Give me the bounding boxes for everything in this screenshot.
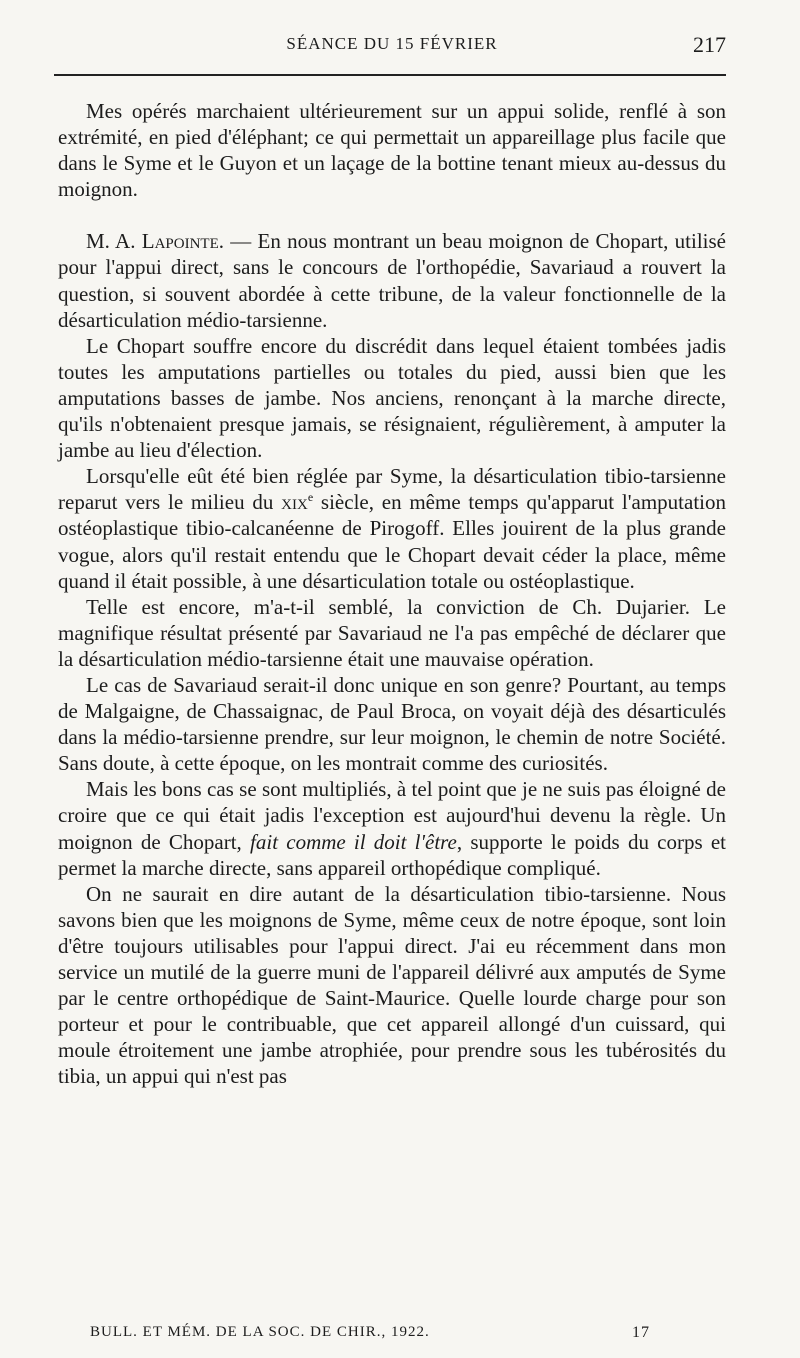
paragraph-4 bbox=[58, 463, 726, 593]
paragraph-7-text-b: , supporte le poids du corps et permet la marche directe, sans appareil orthopédique compliqué. bbox=[58, 829, 726, 880]
paragraph-4-text-a: Lorsqu'elle eût été bien réglée par Syme, la désarticulation tibio-tarsienne reparut vers le milieu du bbox=[58, 464, 726, 515]
header-rule bbox=[54, 74, 726, 76]
paragraph-1: Mes opérés marchaient ultérieurement sur un appui solide, renflé à son extrémité, en pied d'éléphant; ce qui permettait un appareillage plus facile que dans le Syme et le Guyon et un laçage de la bottine tenant mieux au-dessus du moignon. bbox=[58, 99, 726, 202]
emphasis-phrase: fait comme il doit l'être bbox=[250, 829, 457, 854]
page-footer bbox=[90, 1324, 650, 1341]
paragraph-3: Le Chopart souffre encore du discrédit dans lequel étaient tombées jadis toutes les amputations partielles ou totales du pied, aussi bien que les amputations basses de jambe. Nos anciens, renonçant à la marche directe, qu'ils n'obtenaient presque jamais, se résignaient, régulièrement, à amputer la jambe au lieu d'élection. bbox=[58, 333, 726, 463]
paragraph-6: Le cas de Savariaud serait-il donc unique en son genre? Pourtant, au temps de Malgaigne, de Chassaignac, de Paul Broca, on voyait déjà des désarticulés dans la médio-tarsienne prendre, sur leur moignon, le chemin de notre Société. Sans doute, à cette époque, on les montrait comme des curiosités. bbox=[58, 672, 726, 776]
footer-citation: BULL. ET MÉM. DE LA SOC. DE CHIR., 1922. bbox=[90, 1324, 430, 1340]
paragraph-2 bbox=[58, 228, 726, 332]
page-number: 217 bbox=[693, 32, 726, 57]
signature-number: 17 bbox=[632, 1324, 650, 1341]
century-superscript: e bbox=[307, 490, 314, 505]
paragraph-7 bbox=[58, 776, 726, 880]
body-text bbox=[58, 98, 726, 1089]
paragraph-4-text-b: siècle, en même temps qu'apparut l'amputation ostéoplastique tibio-calcanéenne de Pirogoff. Elles jouirent de la plus grande vogue, alors qu'il restait entendu que le Chopart devait céder la place, même quand il était possible, à une désarticulation totale ou ostéoplastique. bbox=[58, 490, 726, 593]
speaker-name: M. A. Lapointe. bbox=[86, 229, 224, 254]
century-numeral: xix bbox=[281, 490, 308, 515]
running-title: SÉANCE DU 15 FÉVRIER bbox=[286, 34, 498, 53]
paragraph-8: On ne saurait en dire autant de la désarticulation tibio-tarsienne. Nous savons bien que les moignons de Syme, même ceux de notre époque, sont loin d'être toujours utilisables pour l'appui direct. J'ai eu récemment dans mon service un mutilé de la guerre muni de l'appareil délivré aux amputés de Syme par le centre orthopédique de Saint-Maurice. Quelle lourde charge pour son porteur et pour le contribuable, que cet appareil allongé d'un cuissard, qui moule étroitement une jambe atrophiée, pour prendre sous les tubérosités du tibia, un appui qui n'est pas bbox=[58, 881, 726, 1089]
paragraph-2-text: — En nous montrant un beau moignon de Chopart, utilisé pour l'appui direct, sans le concours de l'orthopédie, Savariaud a rouvert la question, si souvent abordée à cette tribune, de la valeur fonctionnelle de la désarticulation médio-tarsienne. bbox=[58, 229, 726, 332]
paragraph-7-text-a: Mais les bons cas se sont multipliés, à tel point que je ne suis pas éloigné de croire que ce qui était jadis l'exception est aujourd'hui devenu la règle. Un moignon de Chopart, bbox=[58, 777, 726, 854]
paragraph-5: Telle est encore, m'a-t-il semblé, la conviction de Ch. Dujarier. Le magnifique résultat présenté par Savariaud ne l'a pas empêché de déclarer que la désarticulation médio-tarsienne était une mauvaise opération. bbox=[58, 594, 726, 671]
page-header bbox=[58, 30, 726, 70]
